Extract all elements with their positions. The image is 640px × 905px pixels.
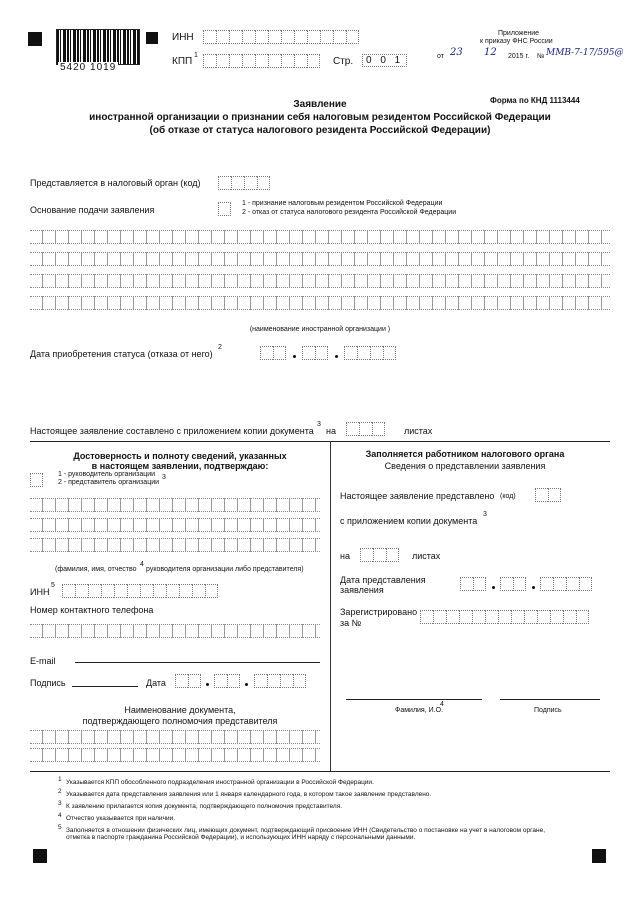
left-date-label: Дата — [146, 678, 166, 688]
signer-opt1: 1 - руководитель организации — [58, 471, 156, 478]
appendix-line1: Приложение — [498, 30, 540, 37]
submitted-code-cells[interactable] — [535, 488, 561, 502]
copies-sup: 3 — [317, 421, 321, 428]
submitted-label: Настоящее заявление представлено — [340, 491, 495, 501]
title-line2: иностранной организации о признании себя налоговым резидентом Российской Федерации — [89, 112, 551, 123]
section-divider — [30, 441, 610, 442]
fio-caption-b: руководителя организации либо представителя) — [146, 566, 304, 573]
sign-line[interactable] — [72, 686, 138, 687]
org-name-row-2[interactable] — [30, 252, 610, 266]
signer-opt1-sup: 3 — [162, 474, 166, 481]
footnote — [58, 776, 374, 786]
order-no-label: № — [537, 53, 545, 60]
fio-row-3[interactable] — [30, 538, 320, 552]
doc-row-2[interactable] — [30, 748, 320, 762]
right-sign-label: Подпись — [534, 707, 562, 714]
fio-caption-a: (фамилия, имя, отчество — [55, 566, 137, 573]
email-label: E-mail — [30, 656, 56, 666]
inn-label: ИНН — [172, 32, 194, 43]
right-sheet-cells[interactable] — [360, 548, 399, 562]
left-date-day[interactable] — [175, 674, 201, 688]
status-date-year[interactable] — [344, 346, 396, 360]
right-sheets: листах — [412, 551, 441, 561]
footnote — [58, 812, 175, 822]
fio-row-2[interactable] — [30, 518, 320, 532]
copies-sheets: листах — [404, 426, 433, 436]
fio-line[interactable] — [346, 699, 482, 700]
basis-cell[interactable] — [218, 202, 231, 216]
title-line1: Заявление — [293, 99, 347, 110]
right-heading2: Сведения о представлении заявления — [384, 461, 546, 471]
sign-label: Подпись — [30, 678, 66, 688]
order-month: 12 — [484, 47, 497, 58]
page-label: Стр. — [333, 56, 354, 67]
right-fio-label: Фамилия, И.О. — [395, 707, 443, 714]
basis-option1: 1 - признание налоговым резидентом Российской Федерации — [242, 200, 443, 207]
registered-label2: за № — [340, 618, 362, 628]
right-date-year[interactable] — [540, 577, 592, 591]
date-separator — [245, 683, 248, 686]
footnote — [58, 824, 545, 834]
right-date-month[interactable] — [500, 577, 526, 591]
order-from-prefix: от — [437, 53, 444, 60]
email-line[interactable] — [75, 662, 320, 663]
right-on: на — [340, 551, 350, 561]
appendix-line2: к приказу ФНС России — [480, 38, 553, 45]
copies-label: Настоящее заявление составлено с приложением копии документа — [30, 426, 314, 436]
date-separator — [532, 586, 535, 589]
footnote — [58, 834, 415, 841]
right-fio-sup: 4 — [440, 701, 444, 708]
inn-cells[interactable] — [203, 30, 359, 44]
date-separator — [492, 586, 495, 589]
date-separator — [206, 683, 209, 686]
date-separator — [293, 355, 296, 358]
left-date-year[interactable] — [254, 674, 306, 688]
barcode-number: 5420 1019 — [60, 62, 117, 73]
copies-on: на — [326, 426, 336, 436]
signer-type-cell[interactable] — [30, 473, 43, 487]
status-date-label: Дата приобретения статуса (отказа от него) — [30, 349, 213, 359]
left-date-month[interactable] — [214, 674, 240, 688]
kpp-label: КПП — [172, 56, 193, 67]
basis-option2: 2 - отказ от статуса налогового резидента Российской Федерации — [242, 209, 457, 216]
doc-row-1[interactable] — [30, 730, 320, 744]
left-inn-cells[interactable] — [62, 584, 218, 598]
date-separator — [335, 355, 338, 358]
signer-opt2: 2 - представитель организации — [58, 479, 160, 486]
phone-label: Номер контактного телефона — [30, 605, 154, 615]
corner-marker-top-left — [28, 32, 42, 46]
org-name-caption: (наименование иностранной организации ) — [249, 326, 391, 333]
tax-authority-cells[interactable] — [218, 176, 270, 190]
copies-sheet-cells[interactable] — [346, 422, 385, 436]
column-divider — [330, 441, 331, 771]
with-copies: с приложением копии документа — [340, 516, 478, 526]
doc-label1: Наименование документа, — [124, 705, 236, 715]
right-heading1: Заполняется работником налогового органа — [365, 449, 565, 459]
phone-cells[interactable] — [30, 624, 320, 638]
order-day: 23 — [450, 47, 463, 58]
title-line3: (об отказе от статуса налогового резидента Российской Федерации) — [149, 125, 491, 136]
footnote — [58, 788, 431, 798]
left-heading1: Достоверность и полноту сведений, указанных — [73, 451, 287, 461]
with-copies-sup: 3 — [483, 511, 487, 518]
footnote-text: отметка в паспорте гражданина Российской Федерации), и использующих ИНН наряду с персональными данными. — [66, 834, 416, 841]
status-date-sup: 2 — [218, 344, 222, 351]
right-date-label1: Дата представления — [340, 575, 426, 585]
corner-marker-top-mid — [146, 32, 158, 44]
footnote-number: 1 — [58, 776, 62, 783]
page-value: 0 0 1 — [362, 54, 407, 67]
footnote-text: Указывается дата представления заявления или 1 января календарного года, в котором такое заявление представлено. — [66, 791, 432, 799]
footnote-number: 4 — [58, 812, 62, 819]
submitted-code: (код) — [500, 493, 516, 500]
registered-label1: Зарегистрировано — [340, 607, 418, 617]
bottom-divider — [30, 771, 610, 772]
footnote-number: 3 — [58, 800, 62, 807]
org-name-row-4[interactable] — [30, 296, 610, 310]
fio-row-1[interactable] — [30, 498, 320, 512]
footnote-text: Отчество указывается при наличии. — [66, 815, 176, 823]
left-inn-label: ИНН — [30, 587, 50, 597]
right-sign-line[interactable] — [500, 699, 600, 700]
kpp-sup: 1 — [194, 52, 198, 59]
left-heading2: в настоящем заявлении, подтверждаю: — [91, 461, 269, 471]
footnote-text: Указывается КПП обособленного подразделения иностранной организации в Российской Федерации. — [66, 779, 374, 787]
right-date-day[interactable] — [460, 577, 486, 591]
right-date-label2: заявления — [340, 585, 384, 595]
order-year: 2015 г. — [508, 53, 530, 60]
status-date-day[interactable] — [260, 346, 286, 360]
left-inn-sup: 5 — [51, 582, 55, 589]
tax-authority-label: Представляется в налоговый орган (код) — [30, 178, 201, 188]
kpp-cells[interactable] — [203, 54, 320, 68]
basis-label: Основание подачи заявления — [30, 205, 155, 215]
footnote-number: 5 — [58, 824, 62, 831]
doc-label2: подтверждающего полномочия представителя — [82, 716, 278, 726]
status-date-month[interactable] — [302, 346, 328, 360]
order-no: ММВ-7-17/595@ — [546, 48, 624, 58]
registered-cells[interactable] — [420, 610, 589, 624]
corner-marker-bottom-right — [592, 849, 606, 863]
corner-marker-bottom-left — [33, 849, 47, 863]
footnote — [58, 800, 342, 810]
fio-caption-sup: 4 — [140, 561, 144, 568]
org-name-row-1[interactable] — [30, 230, 610, 244]
barcode — [56, 29, 140, 65]
org-name-row-3[interactable] — [30, 274, 610, 288]
footnote-number: 2 — [58, 788, 62, 795]
footnote-text: Заполняется в отношении физических лиц, имеющих документ, подтверждающий присвоение ИНН (Свидетельство о постановке на учет в налоговом органе, — [66, 827, 545, 835]
form-code: Форма по КНД 1113444 — [490, 96, 580, 105]
footnote-text: К заявлению прилагается копия документа, подтверждающего полномочия представителя. — [66, 803, 343, 811]
